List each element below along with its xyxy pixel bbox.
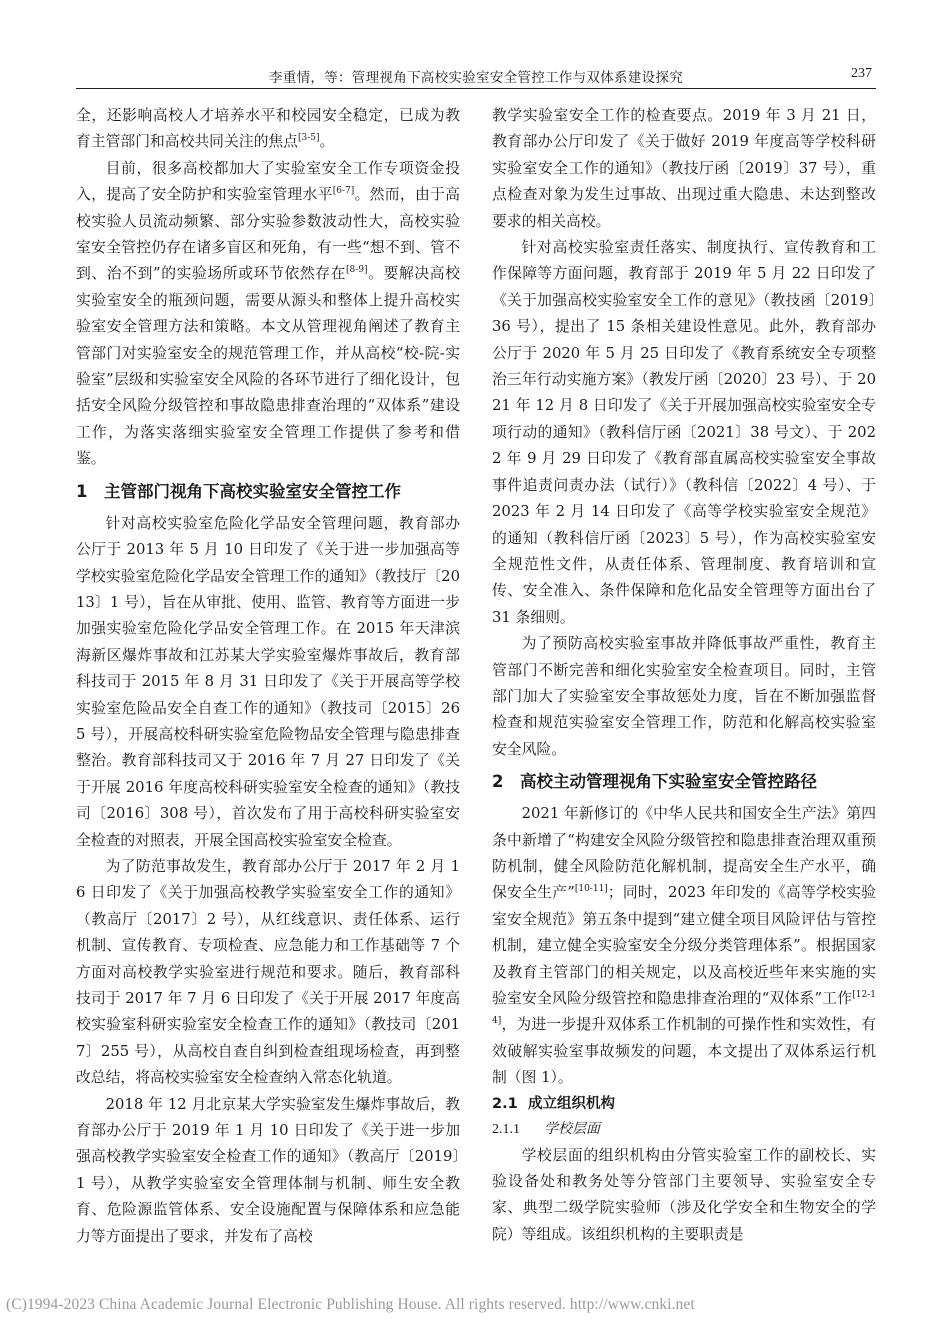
paragraph-text: 目前，很多高校都加大了实验室安全工作专项资金投入，提高了安全防护和实验室管理水平 [76, 159, 460, 204]
section-number: 1 [76, 481, 88, 501]
running-title: 李重情，等：管理视角下高校实验室安全管控工作与双体系建设探究 [269, 70, 683, 86]
subsubsection-number: 2.1.1 [492, 1121, 520, 1137]
paragraph [76, 156, 460, 473]
page-number: 237 [851, 66, 872, 81]
paragraph-text: 。要解决高校实验室安全的瓶颈问题，需要从源头和整体上提升高校实验室安全管理方法和策略。本文从管理视角阐述了教育主管部门对实验室安全的规范管理工作，并从高校“校-院-实验室”层级和实验室安全风险的各环节进行了细化设计，包括安全风险分级管控和事故隐患排查治理的“双体系”建设工作，为落实落细实验室安全管理工作提供了参考和借鉴。 [76, 265, 460, 468]
paragraph [76, 103, 460, 156]
paragraph: 为了预防高校实验室事故并降低事故严重性，教育主管部门不断完善和细化实验室安全检查项目。同时，主管部门加大了实验室安全事故惩处力度，旨在不断加强监督检查和规范实验室安全管理工作，防范和化解高校实验室安全风险。 [492, 635, 876, 758]
citation: [8-9] [346, 265, 368, 276]
running-header [76, 58, 876, 89]
left-column [76, 103, 460, 1250]
section-title: 高校主动管理视角下实验室安全管控路径 [520, 772, 817, 792]
subsection-title: 成立组织机构 [528, 1095, 615, 1112]
right-column [492, 103, 876, 1248]
paragraph: 教学实验室安全工作的检查要点。2019 年 3 月 21 日，教育部办公厅印发了《关于做好 2019 年度高等学校科研实验室安全工作的通知》（教技厅函〔2019〕37 号），重点检查对象为发生过事故、出现过重大隐患、未达到整改要求的相关高校。 [492, 107, 876, 230]
paragraph: 针对高校实验室责任落实、制度执行、宣传教育和工作保障等方面问题，教育部于 2019 年 5 月 22 日印发了《关于加强高校实验室安全工作的意见》（教技函〔2019〕36 号），提出了 15 条相关建设性意见。此外，教育部办公厅于 2020 年 5 月 25 日印发了《教育系统安全专项整治三年行动实施方案》（教发厅函〔2020〕23 号）、于 2021 年 12 月 8 日印发了《关于开展加强高校实验室安全专项行动的通知》（教科信厅函〔2021〕38 号文）、于 2022 年 9 月 29 日印发了《教育部直属高校实验室安全事故事件追责问责办法（试行）》（教科信〔2022〕4 号）、于 2023 年 2 月 14 日印发了《高等学校实验室安全规范》的通知（教科信厅函〔2023〕5 号），作为高校实验室安全规范性文件，从责任体系、管理制度、教育培训和宣传、安全准入、条件保障和危化品安全管理等方面出台了 31 条细则。 [492, 239, 876, 626]
section-heading-1 [76, 481, 460, 503]
citation: [6-7] [332, 186, 355, 197]
paragraph-text: 。然而，由于高校实验人员流动频繁、部分实验参数波动性大，高校实验室安全管控仍存在诸多盲区和死角，有一些“想不到、管不到、治不到”的实验场所或环节依然存在 [76, 186, 460, 283]
citation: [12-14] [492, 990, 876, 1027]
paragraph-text: 。 [319, 133, 335, 151]
paragraph: 为了防范事故发生，教育部办公厅于 2017 年 2 月 16 日印发了《关于加强高校教学实验室安全工作的通知》（教高厅〔2017〕2 号），从红线意识、责任体系、运行机制、宣传教育、专项检查、应急能力和工作基础等 7 个方面对高校教学实验室进行规范和要求。随后，教育部科技司于 2017 年 7 月 6 日印发了《关于开展 2017 年度高校实验室科研实验室安全检查工作的通知》（教技司〔2017〕255 号），从高校自查自纠到检查组现场检查，再到整改总结，将高校实验室安全检查纳入常态化轨道。 [76, 857, 460, 1087]
paragraph-text: ，为进一步提升双体系工作机制的可操作性和实效性，有效破解实验室事故频发的问题，本文提出了双体系运行机制（图 1）。 [492, 1016, 876, 1087]
copyright-watermark: (C)1994-2023 China Academic Journal Electronic Publishing House. All rights reserved. http://www.cnki.net [6, 1296, 695, 1313]
paragraph-text: 2021 年新修订的《中华人民共和国安全生产法》第四条中新增了“构建安全风险分级管控和隐患排查治理双重预防机制，健全风险防范化解机制，提高安全生产水平，确保安全生产” [492, 805, 876, 902]
subsection-heading-2-1 [492, 1092, 876, 1116]
paragraph-text: ；同时，2023 年印发的《高等学校实验室安全规范》第五条中提到“建立健全项目风险评估与管控机制，建立健全实验室安全分级分类管理体系”。根据国家及教育主管部门的相关规定，以及高校近些年来实施的实验室安全风险分级管控和隐患排查治理的“双体系”工作 [492, 884, 876, 1007]
paragraph: 2018 年 12 月北京某大学实验室发生爆炸事故后，教育部办公厅于 2019 年 1 月 10 日印发了《关于进一步加强高校教学实验室安全检查工作的通知》（教高厅〔2019〕1 号），从教学实验室安全管理体制与机制、师生安全教育、危险源监管体系、安全设施配置与保障体系和应急能力等方面提出了要求，并发布了高校 [76, 1095, 460, 1245]
subsection-number: 2.1 [492, 1095, 518, 1112]
section-number: 2 [492, 772, 504, 792]
paragraph: 针对高校实验室危险化学品安全管理问题，教育部办公厅于 2013 年 5 月 10 日印发了《关于进一步加强高等学校实验室危险化学品安全管理工作的通知》（教技厅〔2013〕1 号），旨在从审批、使用、监管、教育等方面进一步加强实验室危险化学品安全管理工作。在 2015 年天津滨海新区爆炸事故和江苏某大学实验室爆炸事故后，教育部科技司于 2015 年 8 月 31 日印发了《关于开展高等学校实验室危险品安全自查工作的通知》（教技司〔2015〕265 号），开展高校科研实验室危险物品安全管理与隐患排查整治。教育部科技司又于 2016 年 7 月 27 日印发了《关于开展 2016 年度高校科研实验室安全检查的通知》（教技司〔2016〕308 号），首次发布了用于高校科研实验室安全检查的对照表，开展全国高校实验室安全检查。 [76, 514, 460, 849]
subsubsection-heading-2-1-1 [492, 1116, 876, 1143]
citation: [3-5] [297, 133, 320, 144]
paragraph: 学校层面的组织机构由分管实验室工作的副校长、实验设备处和教务处等分管部门主要领导、实验室安全专家、典型二级学院实验师（涉及化学安全和生物安全的学院）等组成。该组织机构的主要职责是 [492, 1146, 876, 1243]
paragraph [492, 801, 876, 1091]
citation: [10-11] [574, 884, 608, 895]
section-heading-2 [492, 771, 876, 793]
section-title: 主管部门视角下高校实验室安全管控工作 [104, 481, 401, 501]
paragraph-text: 全，还影响高校人才培养水平和校园安全稳定，已成为教育主管部门和高校共同关注的焦点 [76, 107, 460, 151]
subsubsection-title: 学校层面 [544, 1120, 600, 1137]
